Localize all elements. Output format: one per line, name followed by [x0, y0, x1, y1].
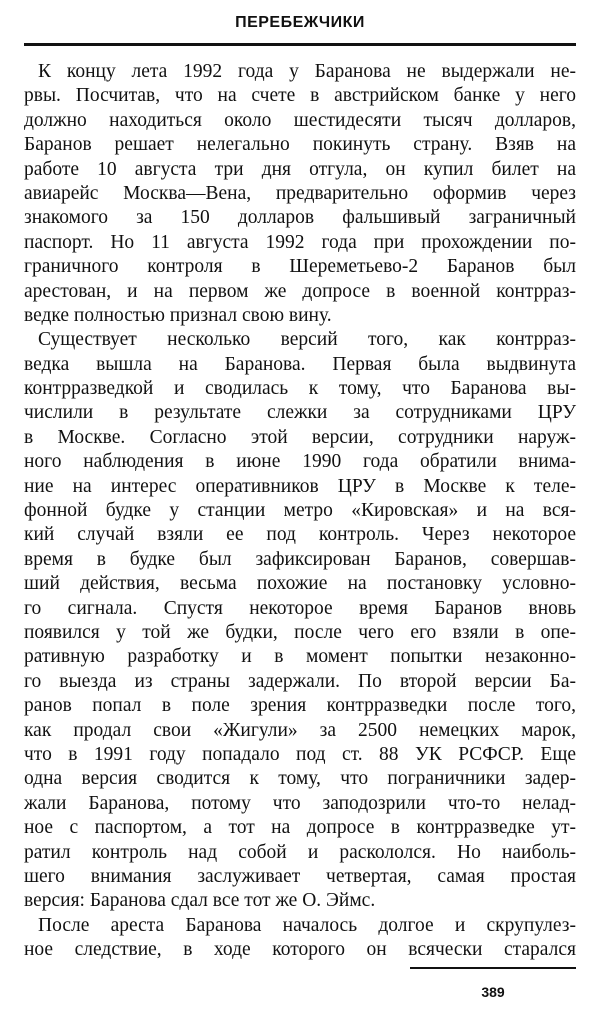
body-text	[24, 60, 576, 962]
text-line: Существует несколько версий того, как контрраз-	[38, 329, 576, 351]
text-line: авиарейс Москва—Вена, предварительно оформив через	[24, 182, 576, 204]
text-line: в Москве. Согласно этой версии, сотрудники наруж-	[24, 426, 576, 448]
text-line: го выезда из страны задержали. По второй версии Ба-	[24, 670, 576, 692]
text-line: ного наблюдения в июне 1990 года обратили внима-	[24, 451, 576, 473]
text-line: ведка вышла на Баранова. Первая была выдвинута	[24, 353, 576, 375]
text-line: ший действия, весьма похожие на постановку условно-	[24, 573, 576, 595]
page-number: 389	[481, 984, 505, 1000]
text-line: ранов попал в поле зрения контрразведки после того,	[24, 695, 576, 717]
text-line: время в будке был зафиксирован Баранов, совершав-	[24, 548, 576, 570]
text-line: ративную разработку и в момент попытки незаконно-	[24, 646, 576, 668]
text-line: Баранов решает нелегально покинуть страну. Взяв на	[24, 134, 576, 156]
paragraph	[24, 60, 576, 328]
text-line: ратил контроль над собой и раскололся. Но наиболь-	[24, 841, 576, 863]
text-line: что в 1991 году попадало под ст. 88 УК РСФСР. Еще	[24, 743, 576, 765]
running-head: ПЕРЕБЕЖЧИКИ	[235, 14, 365, 31]
text-line: ное следствие, в ходе которого он всячески старался	[24, 939, 576, 961]
text-line: рвы. Посчитав, что на счете в австрийском банке у него	[24, 85, 576, 107]
text-line: версия: Баранова сдал все тот же О. Эймс.	[24, 890, 376, 912]
text-line: паспорт. Но 11 августа 1992 года при прохождении по-	[24, 231, 576, 253]
header-rule	[24, 43, 576, 46]
text-line: контрразведкой и сводилась к тому, что Баранова вы-	[24, 378, 576, 400]
text-line: граничного контроля в Шереметьево-2 Баранов был	[24, 256, 576, 278]
text-line: одна версия сводится к тому, что пограничники задер-	[24, 768, 576, 790]
text-line: го сигнала. Спустя некоторое время Баранов вновь	[24, 597, 576, 619]
text-line: знакомого за 150 долларов фальшивый заграничный	[24, 207, 576, 229]
text-line: появился у той же будки, после чего его взяли в опе-	[24, 621, 576, 643]
text-line: ние на интерес оперативников ЦРУ в Москве к теле-	[24, 475, 576, 497]
text-line: жали Баранова, потому что заподозрили что-то нелад-	[24, 792, 576, 814]
paragraph	[24, 914, 576, 963]
text-line: После ареста Баранова началось долгое и скрупулез-	[38, 914, 576, 936]
text-line: фонной будке у станции метро «Кировская» и на вся-	[24, 500, 576, 522]
text-line: ное с паспортом, а тот на допросе в контрразведке ут-	[24, 817, 576, 839]
text-line: ведке полностью признал свою вину.	[24, 304, 332, 326]
text-line: К концу лета 1992 года у Баранова не выдержали не-	[38, 61, 576, 82]
paragraph	[24, 328, 576, 913]
text-line: должно находиться около шестидесяти тысяч долларов,	[24, 109, 576, 131]
text-line: шего внимания заслуживает четвертая, самая простая	[24, 865, 576, 887]
footer-rule	[410, 967, 576, 969]
text-line: как продал свои «Жигули» за 2500 немецких марок,	[24, 719, 576, 741]
text-line: арестован, и на первом же допросе в военной контрраз-	[24, 280, 576, 302]
text-line: работе 10 августа три дня отгула, он купил билет на	[24, 158, 576, 180]
text-line: кий случай взяли ее под контроль. Через некоторое	[24, 524, 576, 546]
text-line: числили в результате слежки за сотрудниками ЦРУ	[24, 402, 576, 424]
